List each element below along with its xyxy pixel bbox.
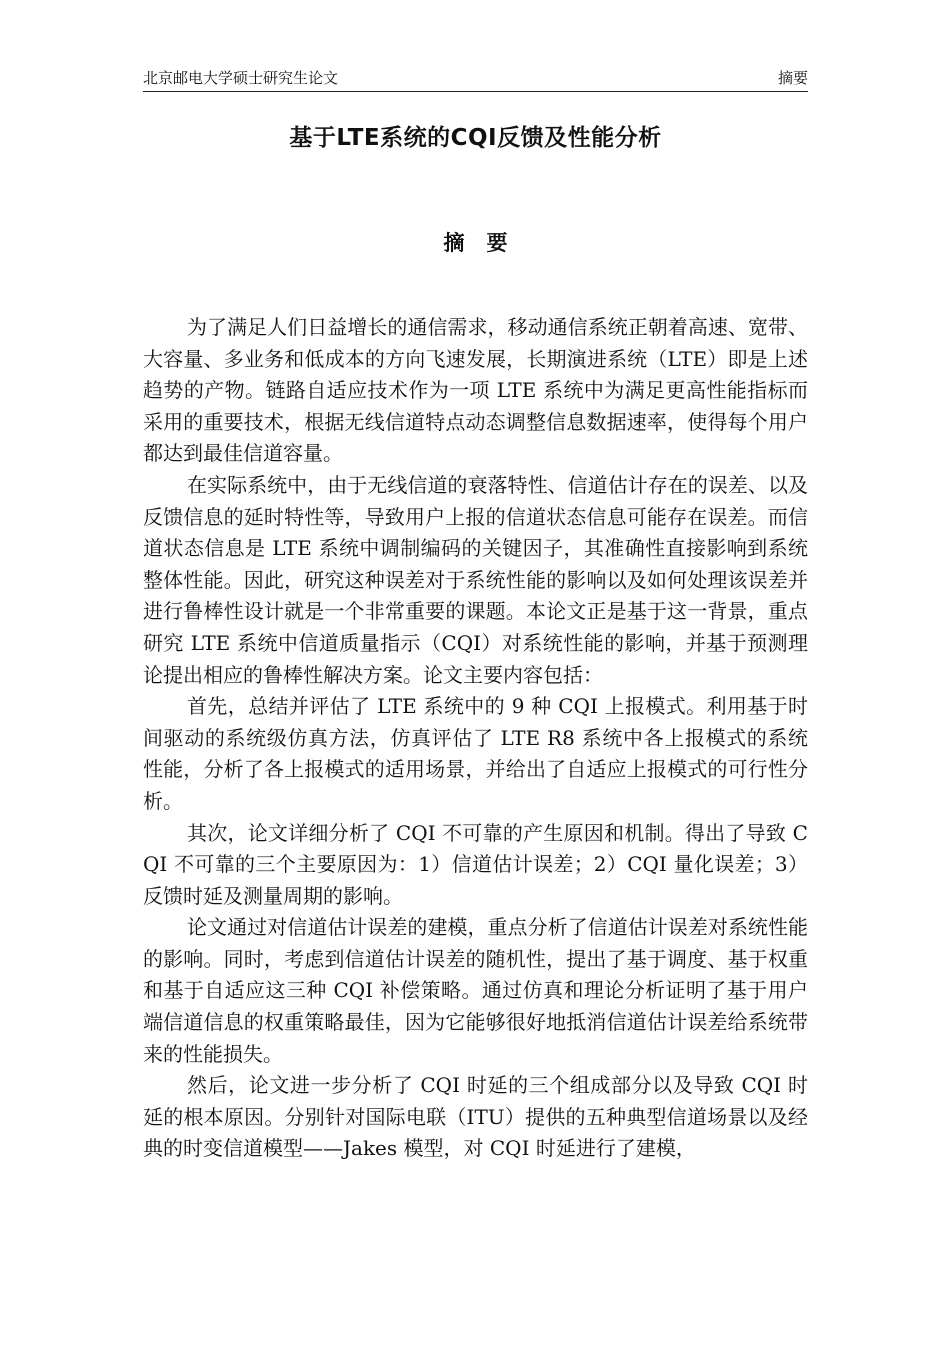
header-divider	[143, 91, 808, 92]
page-header	[143, 66, 808, 90]
abstract-heading: 摘要	[443, 231, 530, 255]
header-thesis-label: 北京邮电大学硕士研究生论文	[143, 69, 339, 87]
thesis-title: 基于LTE系统的CQI反馈及性能分析	[289, 125, 662, 151]
abstract-paragraph-2: 在实际系统中，由于无线信道的衰落特性、信道估计存在的误差、以及反馈信息的延时特性等，导致用户上报的信道状态信息可能存在误差。而信道状态信息是 LTE 系统中调制编码的关键因子，其准确性直接影响到系统整体性能。因此，研究这种误差对于系统性能的影响以及如何处理该误差并进行鲁棒性设计就是一个非常重要的课题。本论文正是基于这一背景，重点研究 LTE 系统中信道质量指示（CQI）对系统性能的影响，并基于预测理论提出相应的鲁棒性解决方案。论文主要内容包括：	[143, 472, 808, 687]
abstract-body	[143, 312, 808, 1165]
header-section-label: 摘要	[777, 69, 808, 87]
abstract-paragraph-1: 为了满足人们日益增长的通信需求，移动通信系统正朝着高速、宽带、大容量、多业务和低成本的方向飞速发展，长期演进系统（LTE）即是上述趋势的产物。链路自适应技术作为一项 LTE 系统中为满足更高性能指标而采用的重要技术，根据无线信道特点动态调整信息数据速率，使得每个用户都达到最佳信道容量。	[143, 315, 808, 466]
abstract-paragraph-3: 首先，总结并评估了 LTE 系统中的 9 种 CQI 上报模式。利用基于时间驱动的系统级仿真方法，仿真评估了 LTE R8 系统中各上报模式的系统性能，分析了各上报模式的适用场景，并给出了自适应上报模式的可行性分析。	[143, 694, 808, 813]
abstract-paragraph-6: 然后，论文进一步分析了 CQI 时延的三个组成部分以及导致 CQI 时延的根本原因。分别针对国际电联（ITU）提供的五种典型信道场景以及经典的时变信道模型——Jakes 模型，对 CQI 时延进行了建模，	[143, 1073, 808, 1161]
abstract-paragraph-5: 论文通过对信道估计误差的建模，重点分析了信道估计误差对系统性能的影响。同时，考虑到信道估计误差的随机性，提出了基于调度、基于权重和基于自适应这三种 CQI 补偿策略。通过仿真和理论分析证明了基于用户端信道信息的权重策略最佳，因为它能够很好地抵消信道估计误差给系统带来的性能损失。	[143, 915, 808, 1066]
abstract-paragraph-4: 其次，论文详细分析了 CQI 不可靠的产生原因和机制。得出了导致 CQI 不可靠的三个主要原因为：1）信道估计误差；2）CQI 量化误差；3）反馈时延及测量周期的影响。	[143, 820, 808, 908]
